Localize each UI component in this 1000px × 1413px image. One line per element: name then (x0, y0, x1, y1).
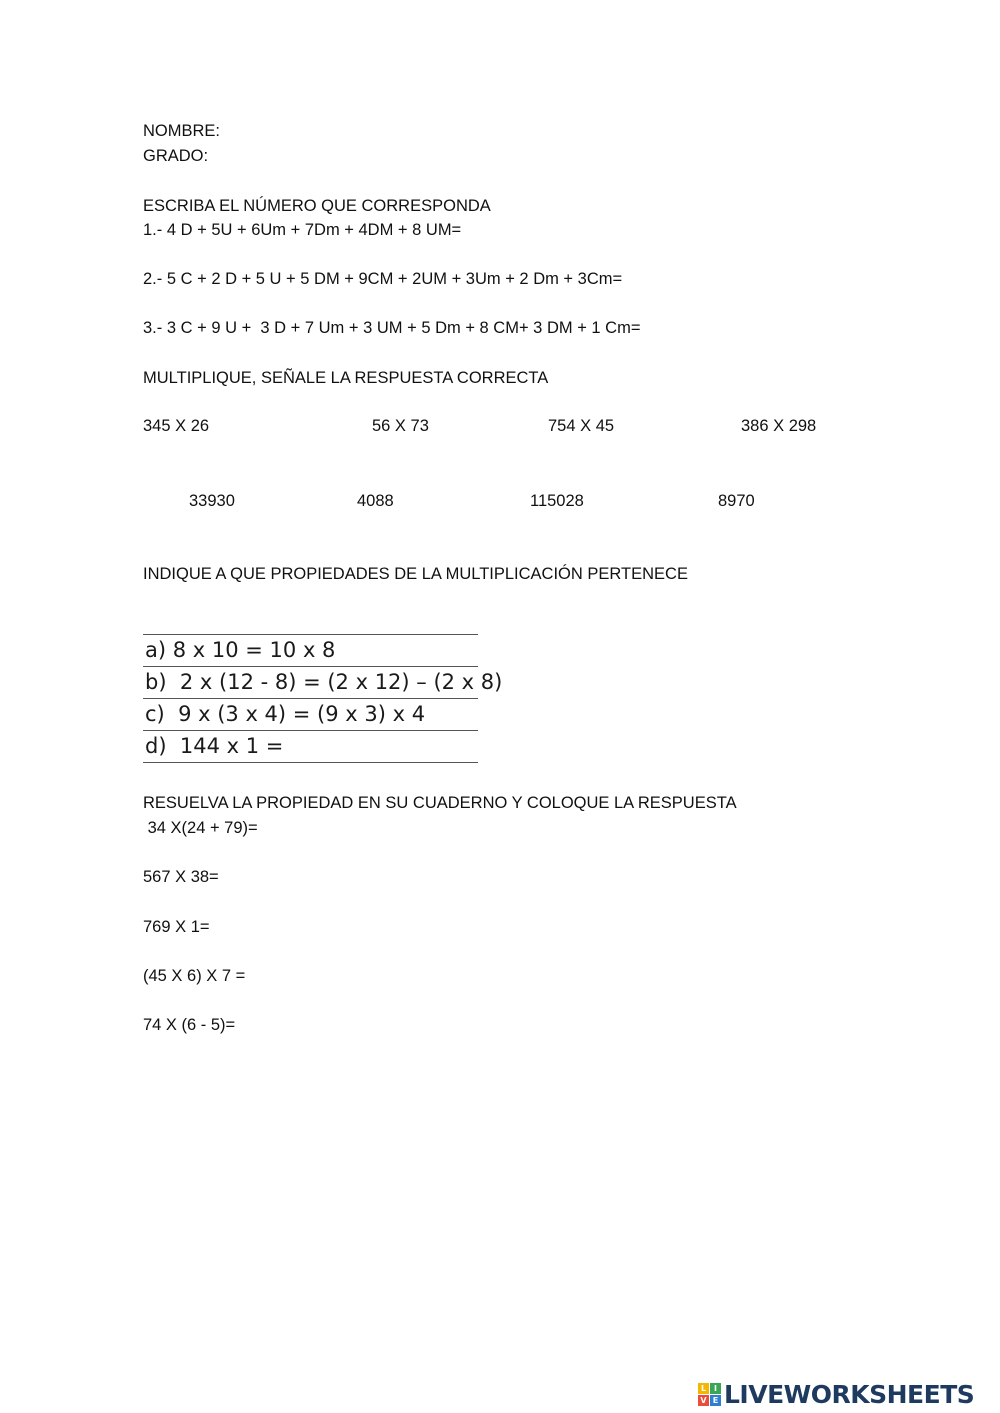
section1-title: ESCRIBA EL NÚMERO QUE CORRESPONDA (143, 197, 491, 215)
answer-option-2[interactable]: 4088 (357, 492, 394, 510)
exercise-item-3: 3.- 3 C + 9 U + 3 D + 7 Um + 3 UM + 5 Dm + 8 CM+ 3 DM + 1 Cm= (143, 319, 641, 337)
property-exercise-1: 34 X(24 + 79)= (143, 819, 258, 837)
logo-letter-i: I (710, 1383, 721, 1394)
properties-table (143, 634, 503, 763)
multiplication-problem-1: 345 X 26 (143, 417, 210, 435)
liveworksheets-logo (698, 1380, 974, 1408)
multiplication-problem-4: 386 X 298 (741, 417, 817, 435)
property-row-d: d) 144 x 1 = (143, 730, 478, 763)
multiplication-problem-3: 754 X 45 (548, 417, 615, 435)
liveworksheets-logo-icon (698, 1383, 721, 1406)
exercise-item-1: 1.- 4 D + 5U + 6Um + 7Dm + 4DM + 8 UM= (143, 221, 462, 239)
logo-letter-l: L (698, 1383, 709, 1394)
section3-title: INDIQUE A QUE PROPIEDADES DE LA MULTIPLICACIÓN PERTENECE (143, 565, 688, 583)
property-row-c: c) 9 x (3 x 4) = (9 x 3) x 4 (143, 698, 478, 730)
name-label: NOMBRE: (143, 122, 221, 140)
logo-letter-v: V (698, 1395, 709, 1406)
property-row-b: b) 2 x (12 - 8) = (2 x 12) – (2 x 8) (143, 666, 478, 698)
answer-option-1[interactable]: 33930 (189, 492, 235, 510)
answer-option-3[interactable]: 115028 (530, 492, 584, 510)
section2-title: MULTIPLIQUE, SEÑALE LA RESPUESTA CORRECTA (143, 369, 549, 387)
liveworksheets-wordmark: LIVEWORKSHEETS (724, 1379, 975, 1409)
property-exercise-3: 769 X 1= (143, 918, 210, 936)
multiplication-problem-2: 56 X 73 (372, 417, 429, 435)
property-exercise-2: 567 X 38= (143, 868, 219, 886)
exercise-item-2: 2.- 5 C + 2 D + 5 U + 5 DM + 9CM + 2UM + 3Um + 2 Dm + 3Cm= (143, 270, 623, 288)
logo-letter-e: E (710, 1395, 721, 1406)
section4-title: RESUELVA LA PROPIEDAD EN SU CUADERNO Y COLOQUE LA RESPUESTA (143, 794, 737, 812)
property-exercise-4: (45 X 6) X 7 = (143, 967, 246, 985)
answer-option-4[interactable]: 8970 (718, 492, 755, 510)
property-row-a: a) 8 x 10 = 10 x 8 (143, 634, 478, 666)
grade-label: GRADO: (143, 147, 209, 165)
property-exercise-5: 74 X (6 - 5)= (143, 1016, 236, 1034)
